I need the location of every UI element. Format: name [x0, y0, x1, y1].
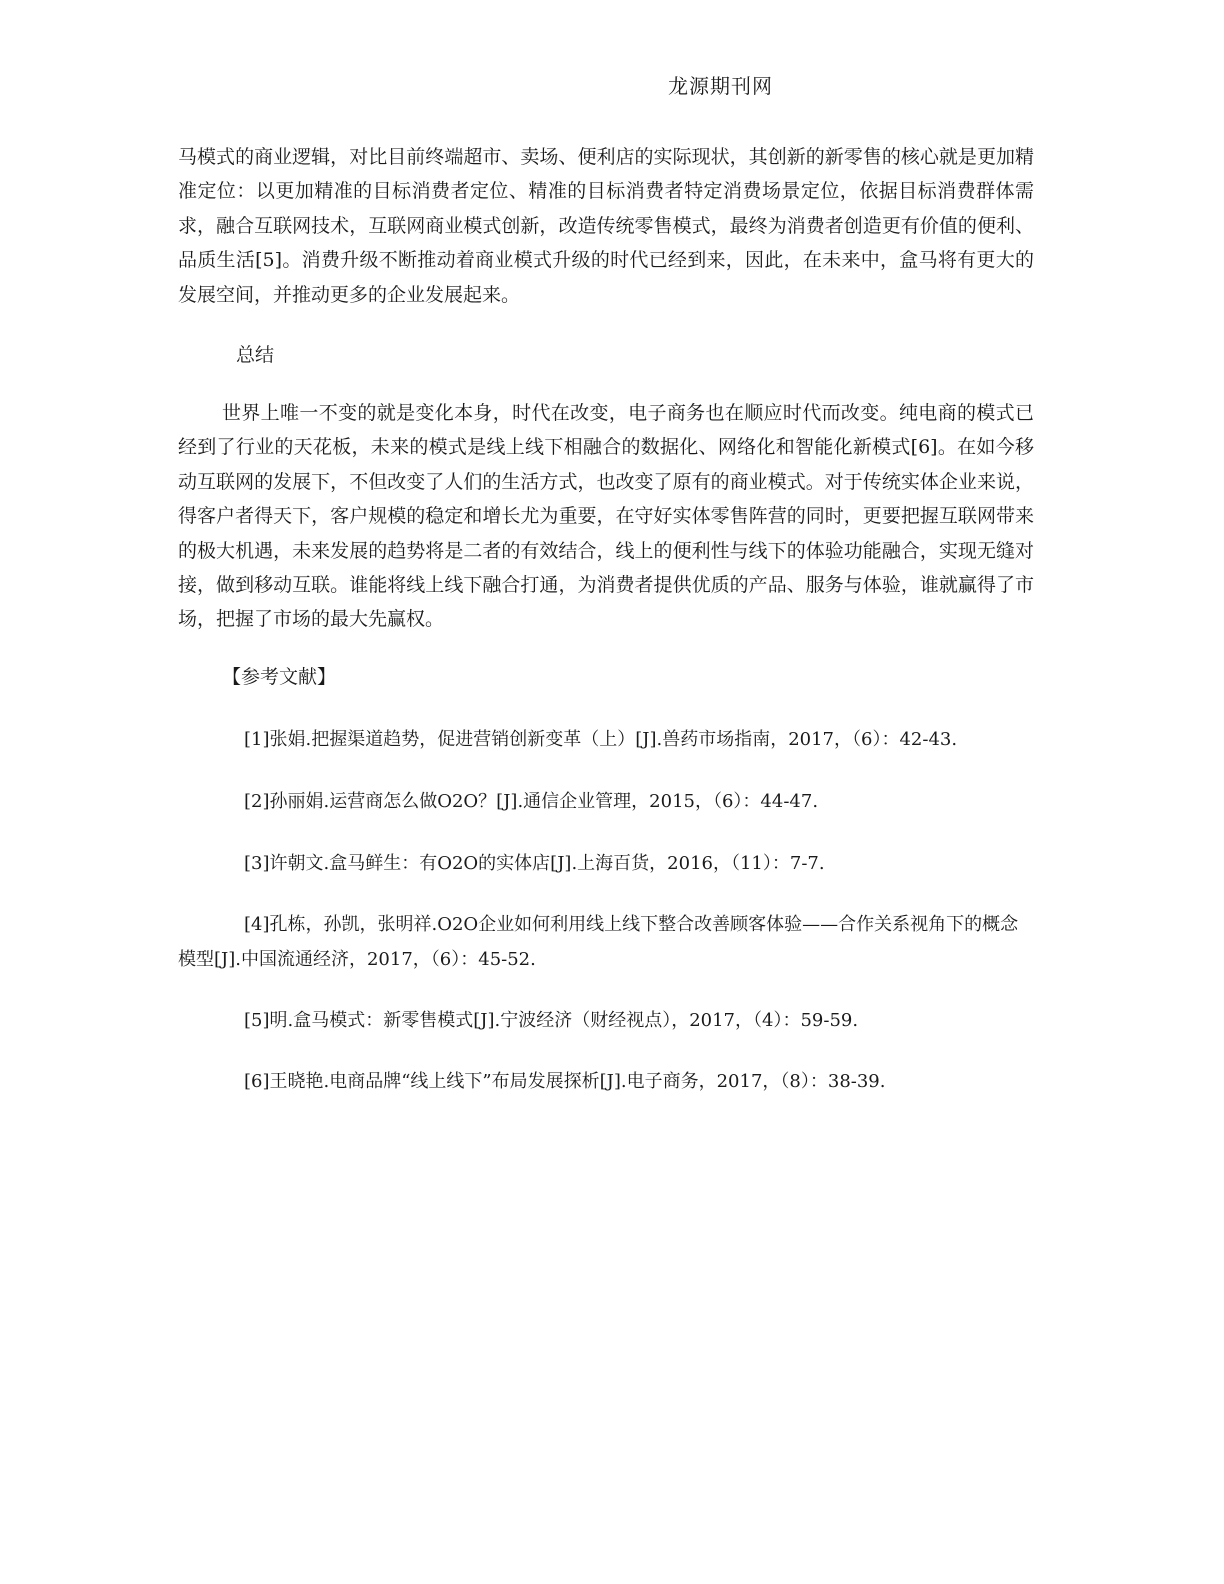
reference-item-1: [1]张娟.把握渠道趋势，促进营销创新变革（上）[J].兽药市场指南，2017，（6）：42-43. — [244, 729, 958, 750]
reference-item-5: [5]明.盒马模式：新零售模式[J].宁波经济（财经视点），2017，（4）：59-59. — [244, 1010, 859, 1031]
reference-item-2: [2]孙丽娟.运营商怎么做O2O？[J].通信企业管理，2015，（6）：44-47. — [244, 791, 819, 812]
summary-heading: 总结 — [236, 344, 275, 366]
site-header: 龙源期刊网 — [668, 74, 773, 98]
references-heading: 【参考文献】 — [222, 666, 337, 688]
summary-paragraph: 世界上唯一不变的就是变化本身，时代在改变，电子商务也在顺应时代而改变。纯电商的模式已经到了行业的天花板，未来的模式是线上线下相融合的数据化、网络化和智能化新模式[6]。在如今移动互联网的发展下，不但改变了人们的生活方式，也改变了原有的商业模式。对于传统实体企业来说，得客户者得天下，客户规模的稳定和增长尤为重要，在守好实体零售阵营的同时，更要把握互联网带来的极大机遇，未来发展的趋势将是二者的有效结合，线上的便利性与线下的体验功能融合，实现无缝对接，做到移动互联。谁能将线上线下融合打通，为消费者提供优质的产品、服务与体验，谁就赢得了市场，把握了市场的最大先赢权。 — [178, 402, 1034, 631]
reference-item-4: [4]孔栋，孙凯，张明祥.O2O企业如何利用线上线下整合改善顾客体验——合作关系视角下的概念模型[J].中国流通经济，2017，（6）：45-52. — [178, 914, 1019, 970]
reference-item-3: [3]许朝文.盒马鲜生：有O2O的实体店[J].上海百货，2016，（11）：7-7. — [244, 853, 825, 874]
intro-paragraph: 马模式的商业逻辑，对比目前终端超市、卖场、便利店的实际现状，其创新的新零售的核心就是更加精准定位：以更加精准的目标消费者定位、精准的目标消费者特定消费场景定位，依据目标消费群体需求，融合互联网技术，互联网商业模式创新，改造传统零售模式，最终为消费者创造更有价值的便利、品质生活[5]。消费升级不断推动着商业模式升级的时代已经到来，因此，在未来中，盒马将有更大的发展空间，并推动更多的企业发展起来。 — [178, 146, 1034, 306]
reference-item-6: [6]王晓艳.电商品牌“线上线下”布局发展探析[J].电子商务，2017，（8）：38-39. — [244, 1071, 886, 1092]
